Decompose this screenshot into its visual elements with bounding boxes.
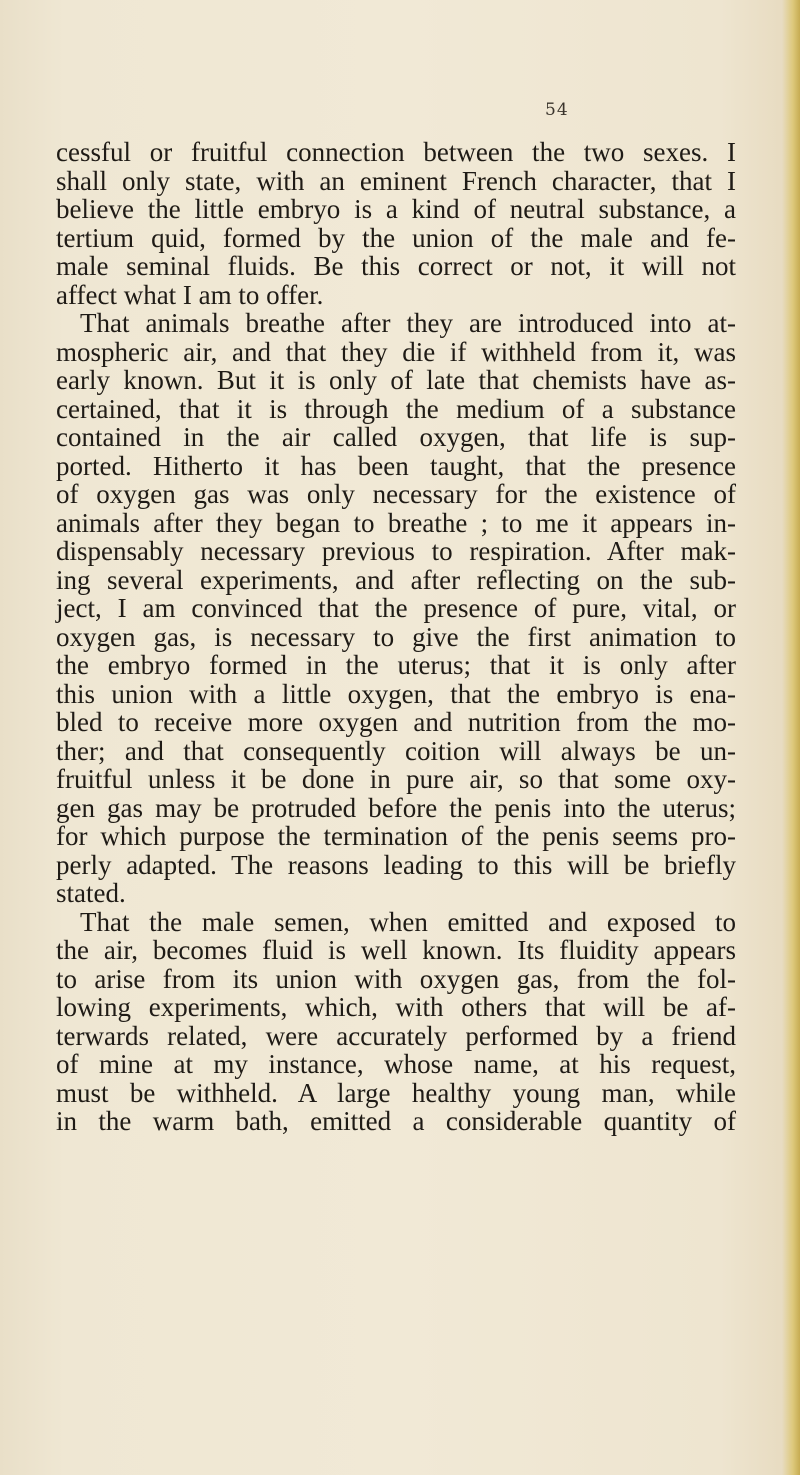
text-line: the embryo formed in the uterus; that it is only after [56,650,736,680]
text-line: gen gas may be protruded before the penis into the uterus; [56,792,736,823]
text-line: certained, that it is through the medium of a substance [56,393,736,424]
text-line: affect what I am to offer. [56,279,324,310]
text-line: ported. Hitherto it has been taught, that the presence [56,450,736,481]
text-line: stated. [56,878,126,908]
text-line: this union with a little oxygen, that the embryo is ena- [56,678,736,709]
text-line: That the male semen, when emitted and exposed to [80,906,736,937]
text-line: That animals breathe after they are introduced into at- [80,308,736,338]
text-line: tertium quid, formed by the union of the male and fe- [56,222,736,253]
text-line: bled to receive more oxygen and nutrition from the mo- [56,707,736,737]
text-line: fruitful unless it be done in pure air, so that some oxy- [56,764,736,794]
text-line: ing several experiments, and after reflecting on the sub- [56,564,736,595]
text-line: in the warm bath, emitted a considerable quantity of [56,1106,736,1136]
text-line: the air, becomes fluid is well known. Its fluidity appears [56,935,736,965]
text-line: shall only state, with an eminent French character, that I [56,165,736,196]
body-text [56,138,736,1136]
text-line: cessful or fruitful connection between the two sexes. I [56,137,736,167]
text-line: ther; and that consequently coition will always be un- [56,735,736,766]
page-edge-discoloration [782,0,800,1475]
text-line: animals after they began to breathe ; to me it appears in- [56,507,736,538]
text-line: lowing experiments, which, with others that will be af- [56,992,736,1022]
text-line: male seminal fluids. Be this correct or not, it will not [56,251,736,281]
page-number: 54 [545,100,569,120]
text-line: for which purpose the termination of the penis seems pro- [56,821,736,851]
text-line: to arise from its union with oxygen gas, from the fol- [56,963,736,994]
text-line: perly adapted. The reasons leading to this will be briefly [56,849,736,880]
text-line: believe the little embryo is a kind of neutral substance, a [56,194,736,224]
text-line: ject, I am convinced that the presence of pure, vital, or [56,593,736,623]
text-line: contained in the air called oxygen, that life is sup- [56,422,736,452]
text-line: of oxygen gas was only necessary for the existence of [56,479,736,509]
text-line: mospheric air, and that they die if withheld from it, was [56,336,736,367]
text-line: dispensably necessary previous to respiration. After mak- [56,536,736,566]
text-line: terwards related, were accurately performed by a friend [56,1020,736,1051]
text-line: oxygen gas, is necessary to give the first animation to [56,621,736,652]
text-line: must be withheld. A large healthy young man, while [56,1077,736,1108]
text-line: of mine at my instance, whose name, at his request, [56,1049,736,1079]
text-line: early known. But it is only of late that chemists have as- [56,365,736,395]
